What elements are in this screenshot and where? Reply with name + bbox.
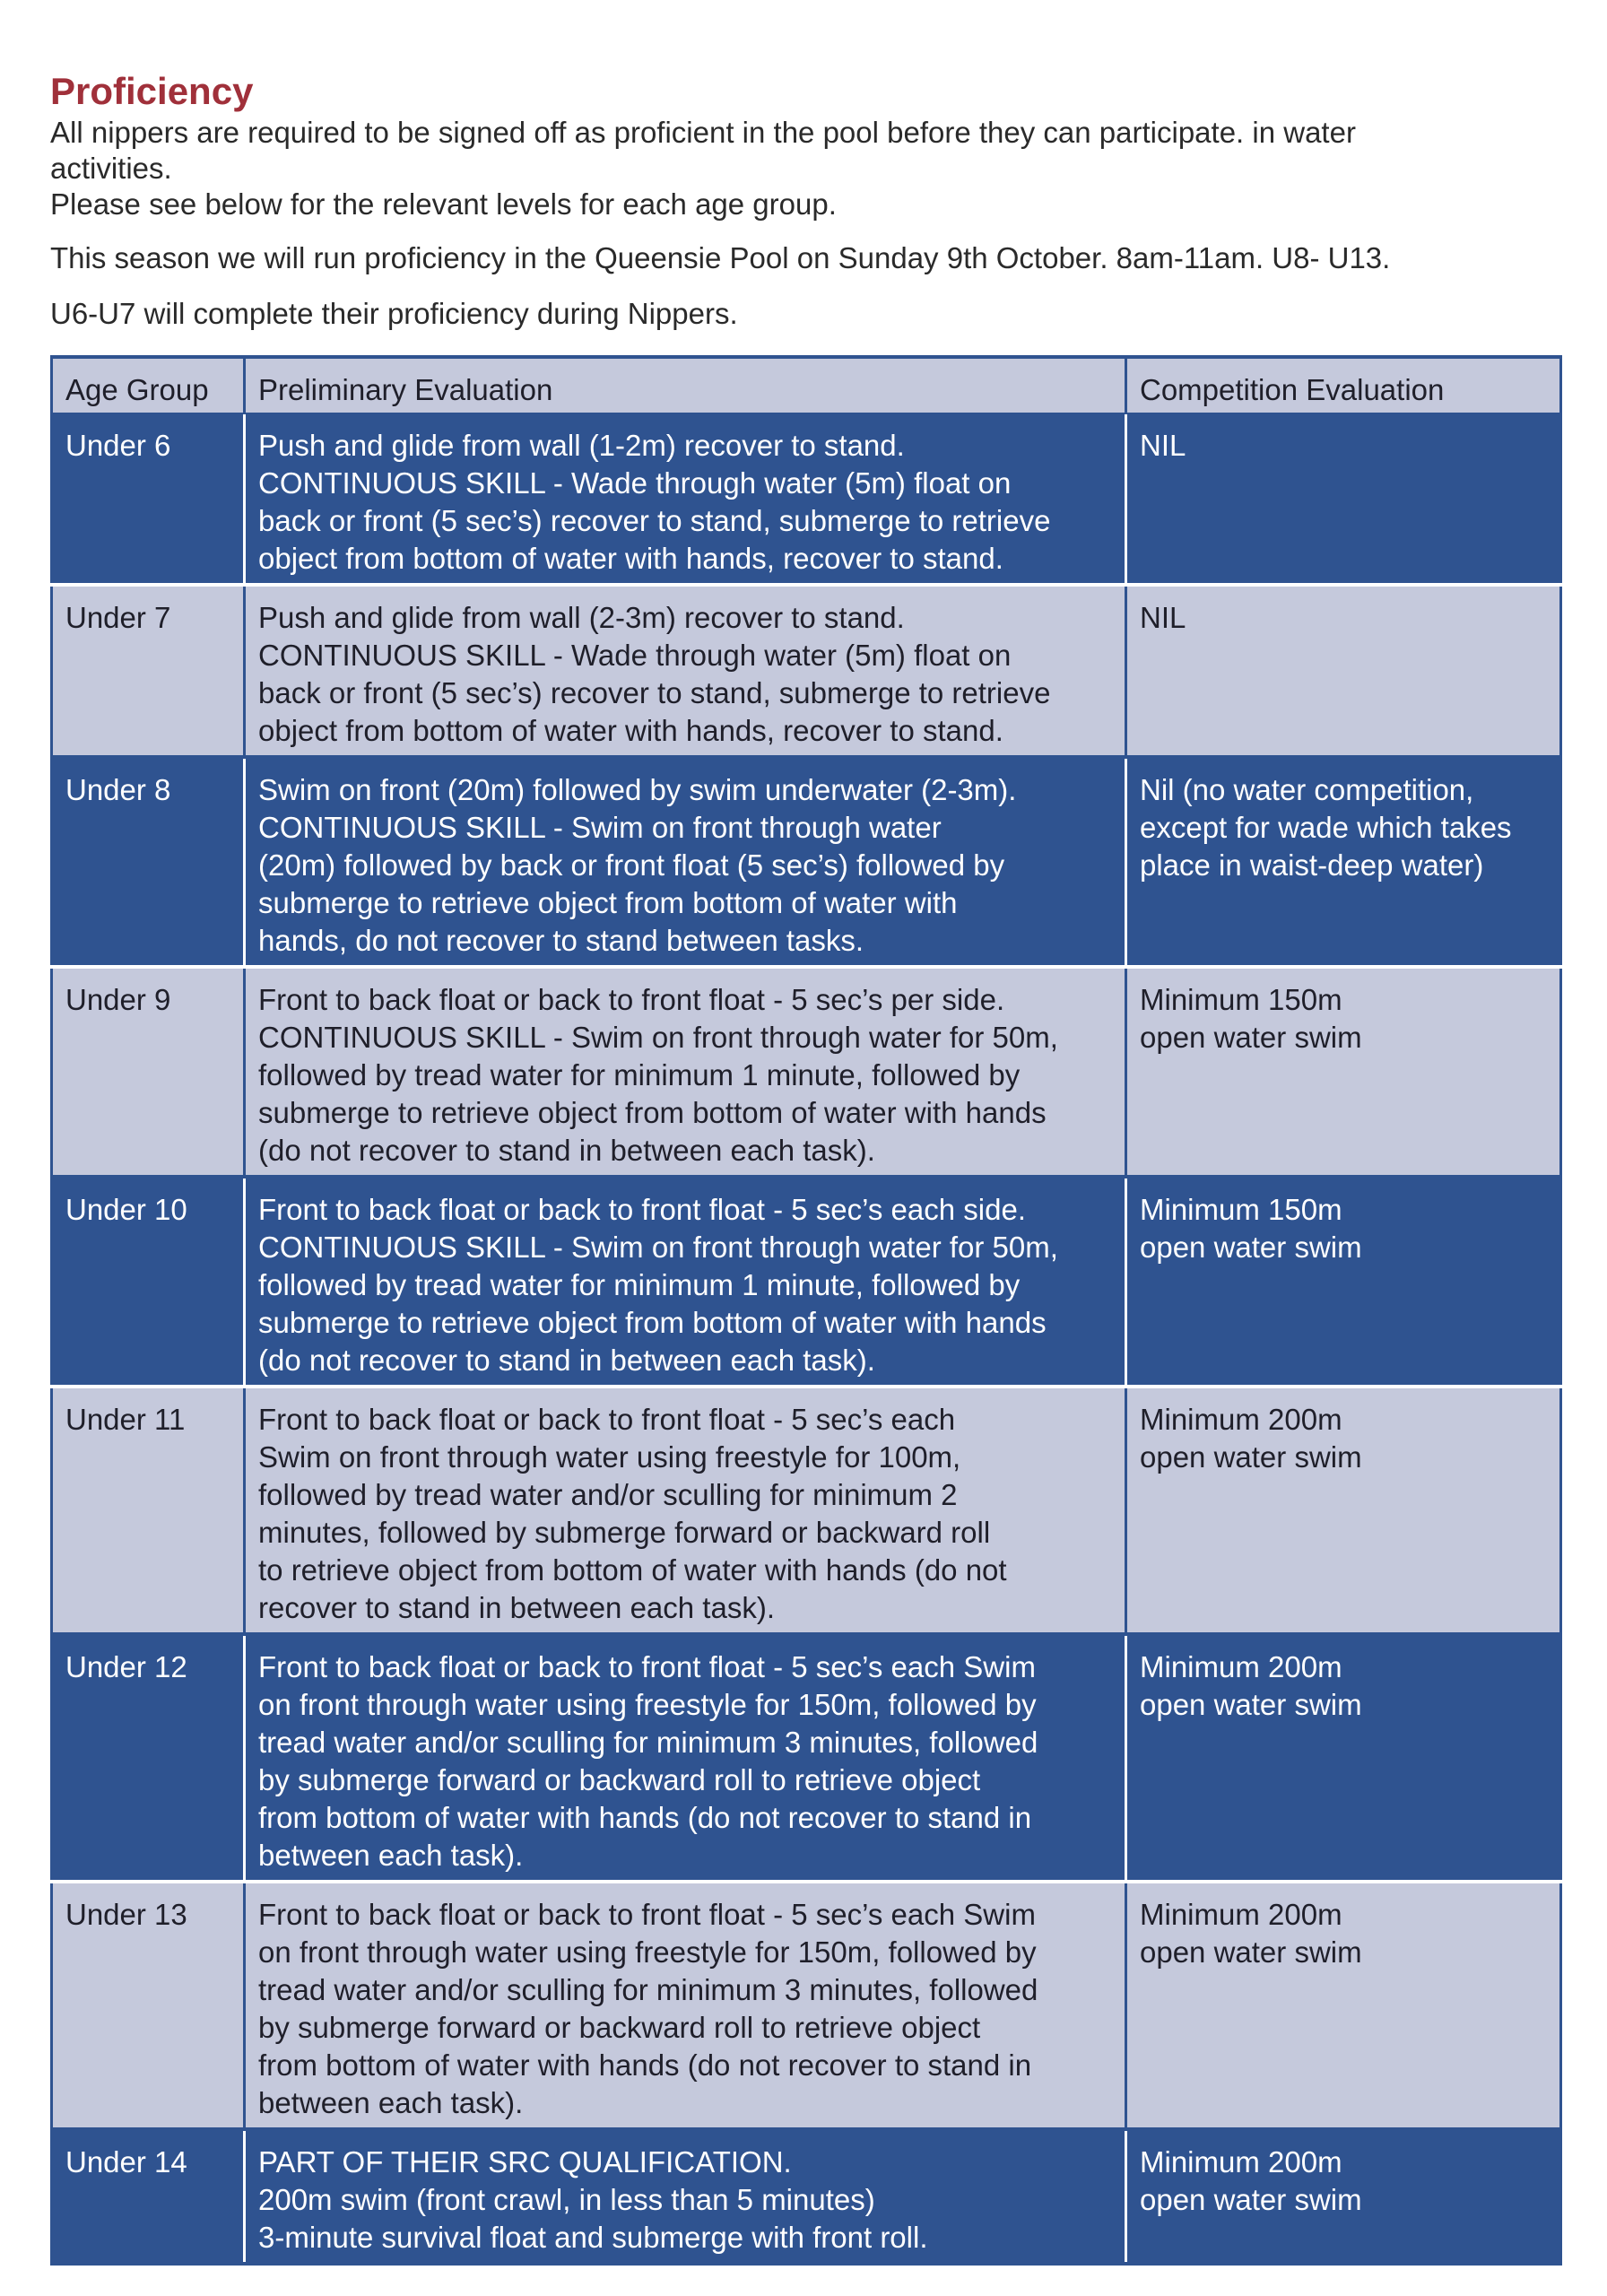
- preliminary-line: tread water and/or sculling for minimum 3 minutes, followed: [258, 1726, 1038, 1759]
- age-group-cell: Under 12: [52, 1634, 245, 1882]
- proficiency-table: [50, 355, 1562, 2266]
- preliminary-line: CONTINUOUS SKILL - Swim on front through water for 50m,: [258, 1021, 1058, 1054]
- preliminary-evaluation-cell: [245, 1882, 1126, 2129]
- preliminary-line: to retrieve object from bottom of water with hands (do not: [258, 1553, 1007, 1587]
- competition-line: Minimum 150m: [1140, 983, 1342, 1016]
- preliminary-line: submerge to retrieve object from bottom of water with: [258, 886, 958, 919]
- competition-line: Minimum 200m: [1140, 1650, 1342, 1683]
- table-row: [52, 1177, 1561, 1387]
- preliminary-line: followed by tread water for minimum 1 minute, followed by: [258, 1268, 1021, 1301]
- preliminary-line: PART OF THEIR SRC QUALIFICATION.: [258, 2145, 792, 2179]
- document-page: [50, 68, 1557, 2254]
- competition-line: open water swim: [1140, 1021, 1362, 1054]
- competition-evaluation-cell: [1126, 1387, 1561, 1634]
- preliminary-line: (20m) followed by back or front float (5 sec’s) followed by: [258, 848, 1005, 882]
- preliminary-line: between each task).: [258, 2086, 524, 2119]
- age-group-cell: Under 14: [52, 2129, 245, 2264]
- preliminary-line: Front to back float or back to front float - 5 sec’s each: [258, 1403, 956, 1436]
- preliminary-line: minutes, followed by submerge forward or backward roll: [258, 1516, 991, 1549]
- competition-line: open water swim: [1140, 2183, 1362, 2216]
- preliminary-line: tread water and/or sculling for minimum 3 minutes, followed: [258, 1973, 1038, 2006]
- preliminary-line: Front to back float or back to front float - 5 sec’s per side.: [258, 983, 1005, 1016]
- preliminary-line: on front through water using freestyle for 150m, followed by: [258, 1688, 1037, 1721]
- preliminary-line: CONTINUOUS SKILL - Swim on front through water for 50m,: [258, 1231, 1058, 1264]
- header-preliminary-evaluation: Preliminary Evaluation: [245, 357, 1126, 413]
- preliminary-evaluation-cell: [245, 1634, 1126, 1882]
- preliminary-line: Push and glide from wall (2-3m) recover to stand.: [258, 601, 905, 634]
- table-row: [52, 585, 1561, 757]
- preliminary-line: hands, do not recover to stand between tasks.: [258, 924, 864, 957]
- age-group-cell: Under 13: [52, 1882, 245, 2129]
- page-title: Proficiency: [50, 70, 254, 112]
- competition-evaluation-cell: [1126, 1177, 1561, 1387]
- intro-line-4: U6-U7 will complete their proficiency during Nippers.: [50, 297, 738, 330]
- preliminary-line: recover to stand in between each task).: [258, 1591, 775, 1624]
- age-group-cell: Under 11: [52, 1387, 245, 1634]
- competition-line: Minimum 150m: [1140, 1193, 1342, 1226]
- intro-line-3: This season we will run proficiency in the Queensie Pool on Sunday 9th October. 8am-11am. U8- U13.: [50, 241, 1391, 274]
- competition-line: Minimum 200m: [1140, 2145, 1342, 2179]
- table-header-row: [52, 357, 1561, 413]
- preliminary-evaluation-cell: [245, 967, 1126, 1177]
- intro-line-2: Please see below for the relevant levels for each age group.: [50, 187, 837, 221]
- preliminary-line: Front to back float or back to front float - 5 sec’s each side.: [258, 1193, 1026, 1226]
- competition-line: Minimum 200m: [1140, 1403, 1342, 1436]
- table-row: [52, 967, 1561, 1177]
- competition-evaluation-cell: [1126, 757, 1561, 967]
- preliminary-line: CONTINUOUS SKILL - Swim on front through water: [258, 811, 942, 844]
- preliminary-line: Swim on front (20m) followed by swim underwater (2-3m).: [258, 773, 1017, 806]
- preliminary-line: 200m swim (front crawl, in less than 5 minutes): [258, 2183, 875, 2216]
- preliminary-line: between each task).: [258, 1839, 524, 1872]
- preliminary-evaluation-cell: [245, 2129, 1126, 2264]
- competition-line: open water swim: [1140, 1440, 1362, 1474]
- header-competition-evaluation: Competition Evaluation: [1126, 357, 1561, 413]
- competition-evaluation-cell: [1126, 1882, 1561, 2129]
- preliminary-line: object from bottom of water with hands, recover to stand.: [258, 714, 1003, 747]
- preliminary-line: followed by tread water and/or sculling for minimum 2: [258, 1478, 958, 1511]
- preliminary-line: submerge to retrieve object from bottom of water with hands: [258, 1306, 1047, 1339]
- table-row: [52, 413, 1561, 585]
- preliminary-line: Front to back float or back to front float - 5 sec’s each Swim: [258, 1650, 1036, 1683]
- preliminary-evaluation-cell: [245, 1387, 1126, 1634]
- preliminary-evaluation-cell: [245, 413, 1126, 585]
- competition-line: except for wade which takes: [1140, 811, 1512, 844]
- preliminary-line: back or front (5 sec’s) recover to stand, submerge to retrieve: [258, 504, 1051, 537]
- competition-line: Nil (no water competition,: [1140, 773, 1474, 806]
- competition-line: NIL: [1140, 601, 1186, 634]
- preliminary-line: object from bottom of water with hands, recover to stand.: [258, 542, 1003, 575]
- competition-evaluation-cell: [1126, 585, 1561, 757]
- preliminary-line: from bottom of water with hands (do not recover to stand in: [258, 1801, 1032, 1834]
- table-row: [52, 1387, 1561, 1634]
- preliminary-line: from bottom of water with hands (do not recover to stand in: [258, 2048, 1032, 2082]
- preliminary-evaluation-cell: [245, 585, 1126, 757]
- preliminary-line: (do not recover to stand in between each task).: [258, 1344, 875, 1377]
- competition-line: open water swim: [1140, 1688, 1362, 1721]
- competition-line: Minimum 200m: [1140, 1898, 1342, 1931]
- table-row: [52, 2129, 1561, 2264]
- preliminary-line: by submerge forward or backward roll to retrieve object: [258, 2011, 981, 2044]
- preliminary-line: on front through water using freestyle for 150m, followed by: [258, 1935, 1037, 1969]
- age-group-cell: Under 6: [52, 413, 245, 585]
- intro-text: [50, 115, 1557, 332]
- preliminary-line: Push and glide from wall (1-2m) recover to stand.: [258, 429, 905, 462]
- preliminary-line: (do not recover to stand in between each task).: [258, 1134, 875, 1167]
- competition-evaluation-cell: [1126, 2129, 1561, 2264]
- competition-evaluation-cell: [1126, 1634, 1561, 1882]
- table-row: [52, 757, 1561, 967]
- table-row: [52, 1634, 1561, 1882]
- table-body: [52, 413, 1561, 2264]
- age-group-cell: Under 9: [52, 967, 245, 1177]
- preliminary-line: Front to back float or back to front float - 5 sec’s each Swim: [258, 1898, 1036, 1931]
- intro-line-1: All nippers are required to be signed off as proficient in the pool before they can participate. in water: [50, 116, 1356, 149]
- preliminary-line: CONTINUOUS SKILL - Wade through water (5m) float on: [258, 466, 1012, 500]
- preliminary-evaluation-cell: [245, 1177, 1126, 1387]
- age-group-cell: Under 10: [52, 1177, 245, 1387]
- preliminary-line: Swim on front through water using freestyle for 100m,: [258, 1440, 961, 1474]
- competition-evaluation-cell: [1126, 967, 1561, 1177]
- preliminary-evaluation-cell: [245, 757, 1126, 967]
- table-row: [52, 1882, 1561, 2129]
- competition-line: NIL: [1140, 429, 1186, 462]
- preliminary-line: submerge to retrieve object from bottom of water with hands: [258, 1096, 1047, 1129]
- preliminary-line: 3-minute survival float and submerge with front roll.: [258, 2221, 928, 2254]
- age-group-cell: Under 8: [52, 757, 245, 967]
- preliminary-line: followed by tread water for minimum 1 minute, followed by: [258, 1058, 1021, 1091]
- preliminary-line: CONTINUOUS SKILL - Wade through water (5m) float on: [258, 639, 1012, 672]
- intro-line-1b: activities.: [50, 152, 172, 185]
- competition-line: place in waist-deep water): [1140, 848, 1484, 882]
- age-group-cell: Under 7: [52, 585, 245, 757]
- header-age-group: Age Group: [52, 357, 245, 413]
- competition-evaluation-cell: [1126, 413, 1561, 585]
- preliminary-line: by submerge forward or backward roll to retrieve object: [258, 1763, 981, 1796]
- competition-line: open water swim: [1140, 1935, 1362, 1969]
- preliminary-line: back or front (5 sec’s) recover to stand, submerge to retrieve: [258, 676, 1051, 709]
- competition-line: open water swim: [1140, 1231, 1362, 1264]
